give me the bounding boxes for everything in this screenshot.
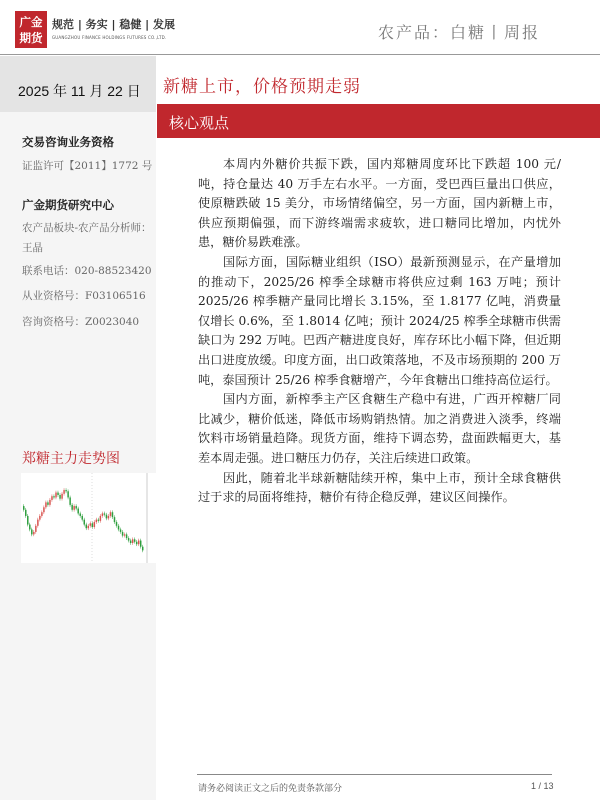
disclaimer-note: 请务必阅读正文之后的免责条款部分: [198, 784, 343, 794]
candle: [112, 512, 114, 517]
candle: [51, 496, 53, 500]
candle: [138, 541, 140, 545]
candle: [124, 534, 126, 535]
candle: [84, 520, 86, 525]
paragraph: 国内方面，新榨季主产区食糖生产稳中有进，广西开榨糖厂同比减少，糖价低迷，降低市场购销热情。加之消费进入淡季，终端饮料市场销量趋降。现货方面，维持下调态势，盘面跌幅更大，基差本周走强。进口糖压力仍存，关注后续进口政策。: [198, 392, 561, 465]
candle: [130, 541, 132, 543]
candle: [43, 507, 45, 512]
candle: [118, 526, 120, 530]
candle: [71, 505, 73, 510]
candle: [35, 526, 37, 532]
candle: [126, 534, 128, 538]
chart-title: 郑糖主力走势图: [22, 451, 120, 467]
candle: [88, 526, 90, 528]
candle: [57, 493, 59, 495]
license-number: 证监许可【2011】1772 号: [22, 160, 153, 172]
candle: [29, 525, 31, 530]
candle: [67, 491, 69, 497]
qualification-title: 交易咨询业务资格: [22, 135, 114, 149]
candle: [39, 516, 41, 520]
analyst: 农产品板块-农产品分析师：王晶: [22, 222, 152, 254]
candle: [134, 539, 136, 541]
candle: [110, 512, 112, 516]
page-number: 1 / 13: [531, 781, 554, 791]
candle: [73, 506, 75, 510]
report-body: [198, 155, 561, 508]
report-type: 农产品：白糖丨周报: [378, 23, 541, 42]
candle: [106, 515, 108, 519]
candle: [75, 506, 77, 508]
paragraph: 国际方面，国际糖业组织（ISO）最新预测显示，在产量增加的推动下，2025/26 榨季全球糖市将供应过剩 163 万吨；预计 2025/26 榨季糖产量同比增长 3.15%，至 1.8177 亿吨，消费量仅增长 0.6%，至 1.8014 亿吨；预计 2024/25 榨季全球糖市供需缺口为 292 万吨。巴西产糖进度良好，库存环比小幅下降，但近期出口进度放缓。印度方面，出口政策落地，不及市场预期的 200 万吨，泰国预计 25/26 榨季食糖增产，今年食糖出口维持高位运行。: [198, 254, 561, 387]
report-date: 2025 年 11 月 22 日: [18, 83, 141, 99]
candle: [33, 532, 35, 534]
candle: [59, 495, 61, 499]
candle: [104, 513, 106, 514]
candle: [132, 539, 134, 543]
candle: [45, 502, 47, 507]
candle: [92, 523, 94, 527]
candle: [114, 517, 116, 522]
phone: 联系电话：020-88523420: [22, 265, 152, 277]
slogan-english: GUANGZHOU FINANCE HOLDINGS FUTURES CO.,LTD.: [52, 35, 167, 40]
candle: [116, 522, 118, 526]
candle: [136, 542, 138, 544]
candle: [23, 506, 25, 510]
candle: [90, 523, 92, 525]
candle: [53, 496, 55, 497]
candle: [31, 529, 33, 534]
candle: [25, 510, 27, 516]
page-header: [0, 0, 600, 55]
consult-number: 咨询资格号：Z0023040: [22, 316, 140, 328]
footer-divider: [197, 774, 552, 775]
research-center-title: 广金期货研究中心: [22, 198, 114, 212]
section-title: 核心观点: [169, 114, 230, 132]
candle: [41, 512, 43, 516]
candle: [65, 490, 67, 491]
candle: [98, 520, 100, 521]
candle: [122, 532, 124, 536]
report-title: 新糖上市，价格预期走弱: [163, 77, 361, 97]
slogan: 规范 | 务实 | 稳健 | 发展: [52, 18, 176, 31]
candle: [69, 497, 71, 504]
practice-number: 从业资格号：F03106516: [22, 290, 146, 302]
candle: [47, 502, 49, 504]
candle: [81, 516, 83, 520]
candle: [100, 516, 102, 521]
candle: [79, 513, 81, 515]
candle: [63, 490, 64, 494]
section-header: [157, 104, 600, 138]
candle: [140, 541, 142, 547]
candle: [102, 513, 104, 515]
candle: [49, 500, 51, 505]
candle: [77, 509, 79, 514]
candle: [37, 520, 39, 526]
company-logo: 广金 期货: [15, 11, 47, 48]
candle: [27, 516, 29, 525]
candle: [94, 522, 96, 527]
candle: [61, 494, 63, 499]
candle: [142, 547, 144, 551]
candle: [108, 516, 110, 518]
candle: [120, 529, 122, 531]
candle: [86, 525, 88, 529]
candle: [128, 538, 130, 540]
price-chart: [21, 473, 156, 563]
candle: [96, 520, 98, 522]
candle: [55, 493, 57, 498]
paragraph: 本周内外糖价共振下跌，国内郑糖周度环比下跌超 100 元/吨，持仓量达 40 万手左右水平。一方面，受巴西巨量出口供应，使原糖跌破 15 美分，市场情绪偏空，另一方面，国内新糖上市，供应预期偏强，而下游终端需求疲软，进口糖同比增加，内忧外患，糖价易跌难涨。: [198, 157, 561, 250]
paragraph: 因此，随着北半球新糖陆续开榨，集中上市，预计全球食糖供过于求的局面将维持，糖价有待企稳反弹，建议区间操作。: [198, 470, 561, 505]
